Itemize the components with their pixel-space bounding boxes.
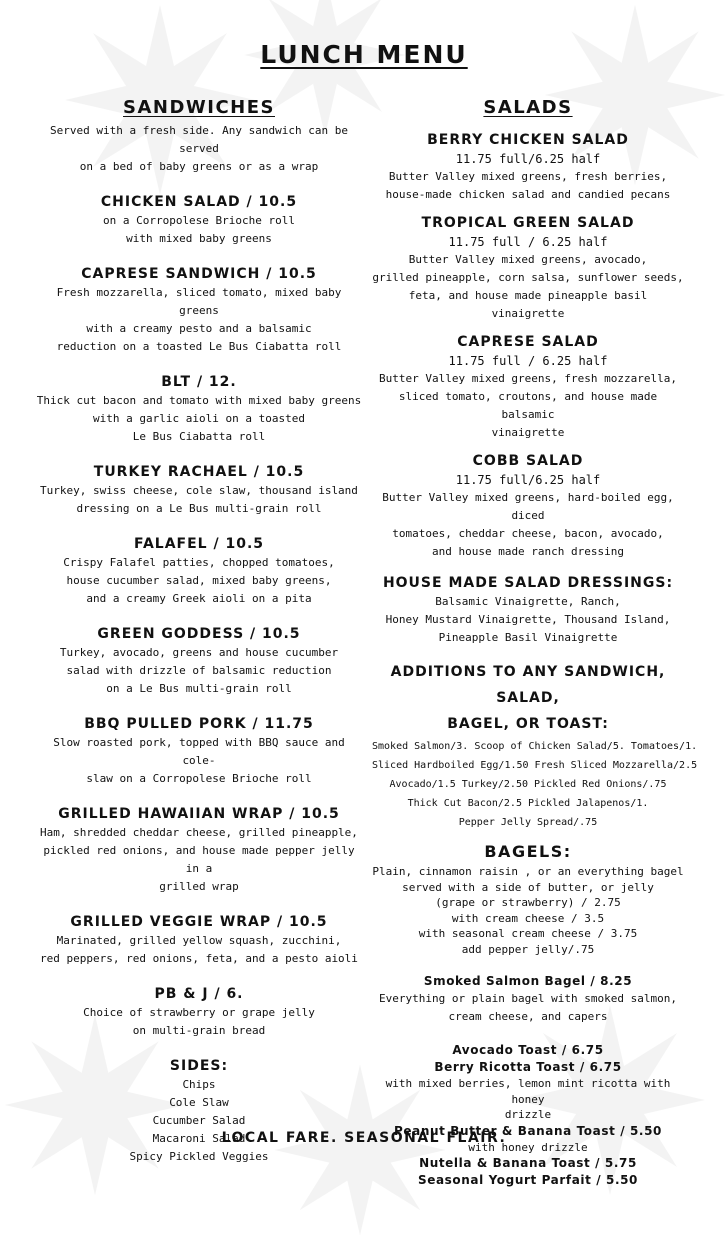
toast-name: Seasonal Yogurt Parfait / 5.50 — [418, 1173, 638, 1187]
addition-line: Smoked Salmon/3. Scoop of Chicken Salad/5. Tomatoes/1. — [372, 741, 698, 752]
salad-item — [372, 451, 684, 561]
dressings-list: Balsamic Vinaigrette, Ranch, Honey Mustard Vinaigrette, Thousand Island, Pineapple Basil Vinaigrette — [385, 595, 671, 644]
sandwich-name: BLT / 12. — [161, 374, 237, 390]
intro-line: on a bed of baby greens or as a wrap — [79, 160, 319, 173]
sandwich-desc: Fresh mozzarella, sliced tomato, mixed baby greens with a creamy pesto and a balsamic reduction on a toasted Le Bus Ciabatta roll — [56, 286, 342, 353]
side-item: Spicy Pickled Veggies — [129, 1150, 269, 1163]
toast-name: Peanut Butter & Banana Toast / 5.50 — [394, 1123, 662, 1138]
sandwich-name: CAPRESE SANDWICH / 10.5 — [81, 266, 317, 282]
addition-line: Pepper Jelly Spread/.75 — [458, 817, 598, 828]
sandwich-desc: Turkey, avocado, greens and house cucumber salad with drizzle of balsamic reduction on a Le Bus multi-grain roll — [59, 646, 339, 695]
salad-name: COBB SALAD — [472, 453, 584, 469]
dressings-heading: HOUSE MADE SALAD DRESSINGS: — [382, 575, 674, 591]
sandwich-item — [36, 372, 362, 446]
side-item: Chips — [182, 1078, 216, 1091]
sandwich-item — [36, 804, 362, 896]
dressings-section — [372, 573, 684, 647]
sandwich-item — [36, 462, 362, 518]
bagels-desc: Plain, cinnamon raisin , or an everything bagel served with a side of butter, or jelly (grape or strawberry) / 2.75 with cream cheese / 3.5 with seasonal cream cheese / 3.75 add pepper jelly/.75 — [372, 865, 684, 956]
salads-heading: SALADS — [483, 97, 573, 118]
salad-name: TROPICAL GREEN SALAD — [421, 215, 635, 231]
sandwich-item — [36, 624, 362, 698]
bagels-section — [372, 842, 684, 957]
salad-desc: Butter Valley mixed greens, avocado, grilled pineapple, corn salsa, sunflower seeds, feta, and house made pineapple basil vinaigrette — [372, 253, 684, 320]
salad-desc: Butter Valley mixed greens, hard-boiled egg, diced tomatoes, cheddar cheese, bacon, avocado, and house made ranch dressing — [382, 491, 674, 558]
toast-name: Berry Ricotta Toast / 6.75 — [434, 1060, 622, 1074]
sides-list — [36, 1076, 362, 1166]
salad-price: 11.75 full/6.25 half — [455, 473, 601, 487]
menu-footer-tagline: LOCAL FARE. SEASONAL FLAIR. — [221, 1130, 507, 1146]
toast-desc: with honey drizzle — [468, 1140, 588, 1154]
sandwiches-heading: SANDWICHES — [123, 97, 275, 118]
sandwich-name: PB & J / 6. — [154, 986, 244, 1002]
salad-desc: Butter Valley mixed greens, fresh mozzarella, sliced tomato, croutons, and house made balsamic vinaigrette — [378, 372, 677, 439]
sandwich-desc: on a Corropolese Brioche roll with mixed baby greens — [102, 214, 296, 245]
sandwich-item — [36, 192, 362, 248]
side-item: Macaroni Salad — [152, 1132, 246, 1145]
toast-desc: with mixed berries, lemon mint ricotta with honey drizzle — [385, 1077, 671, 1121]
sandwiches-intro — [36, 122, 362, 176]
salmon-bagel-name: Smoked Salmon Bagel / 8.25 — [423, 974, 633, 988]
addition-line: Thick Cut Bacon/2.5 Pickled Jalapenos/1. — [407, 798, 649, 809]
sandwich-item — [36, 912, 362, 968]
salad-price: 11.75 full / 6.25 half — [448, 354, 608, 368]
side-item: Cucumber Salad — [152, 1114, 246, 1127]
side-item: Cole Slaw — [169, 1096, 229, 1109]
sandwich-desc: Slow roasted pork, topped with BBQ sauce and cole- slaw on a Corropolese Brioche roll — [53, 736, 345, 785]
sandwich-desc: Marinated, grilled yellow squash, zucchini, red peppers, red onions, feta, and a pesto aioli — [40, 934, 358, 965]
sandwich-desc: Turkey, swiss cheese, cole slaw, thousand island dressing on a Le Bus multi-grain roll — [40, 484, 358, 515]
sandwich-name: CHICKEN SALAD / 10.5 — [100, 194, 298, 210]
sandwich-name: GRILLED VEGGIE WRAP / 10.5 — [70, 914, 328, 930]
sandwich-name: FALAFEL / 10.5 — [134, 536, 264, 552]
sandwich-desc: Thick cut bacon and tomato with mixed baby greens with a garlic aioli on a toasted Le Bus Ciabatta roll — [36, 394, 362, 443]
salad-desc: Butter Valley mixed greens, fresh berries, house-made chicken salad and candied pecans — [385, 170, 671, 201]
sandwich-desc: Choice of strawberry or grape jelly on multi-grain bread — [83, 1006, 315, 1037]
sandwich-name: TURKEY RACHAEL / 10.5 — [93, 464, 305, 480]
additions-heading: ADDITIONS TO ANY SANDWICH, SALAD, BAGEL, OR TOAST: — [390, 664, 666, 732]
salad-price: 11.75 full / 6.25 half — [448, 235, 608, 249]
sandwich-name: GRILLED HAWAIIAN WRAP / 10.5 — [58, 806, 340, 822]
salmon-bagel-item — [372, 973, 684, 1026]
bagels-heading: BAGELS: — [484, 842, 572, 861]
salad-name: CAPRESE SALAD — [457, 334, 599, 350]
toasts-section — [372, 1042, 684, 1189]
sides-heading: SIDES: — [169, 1058, 229, 1074]
salads-column — [372, 96, 698, 1189]
sandwich-item — [36, 714, 362, 788]
sandwich-item — [36, 984, 362, 1040]
toast-name: Avocado Toast / 6.75 — [452, 1043, 604, 1057]
salmon-bagel-desc: Everything or plain bagel with smoked salmon, cream cheese, and capers — [378, 992, 677, 1023]
additions-section — [372, 659, 698, 832]
sandwiches-column — [36, 96, 362, 1166]
sandwich-desc: Crispy Falafel patties, chopped tomatoes, house cucumber salad, mixed baby greens, and a creamy Greek aioli on a pita — [63, 556, 335, 605]
intro-line: Served with a fresh side. Any sandwich can be served — [49, 124, 348, 155]
salad-name: BERRY CHICKEN SALAD — [427, 132, 629, 148]
toast-name: Nutella & Banana Toast / 5.75 — [419, 1156, 637, 1170]
sandwich-item — [36, 264, 362, 356]
sandwich-name: GREEN GODDESS / 10.5 — [97, 626, 301, 642]
sandwich-desc: Ham, shredded cheddar cheese, grilled pineapple, pickled red onions, and house made pepper jelly in a grilled wrap — [40, 826, 358, 893]
salad-item — [372, 213, 684, 323]
additions-list — [372, 737, 698, 832]
addition-line: Sliced Hardboiled Egg/1.50 Fresh Sliced Mozzarella/2.5 — [372, 760, 698, 771]
salad-item — [372, 332, 684, 442]
salad-price: 11.75 full/6.25 half — [455, 152, 601, 166]
sandwich-item — [36, 534, 362, 608]
sandwich-name: BBQ PULLED PORK / 11.75 — [84, 716, 314, 732]
sides-section — [36, 1056, 362, 1166]
salad-item — [372, 130, 684, 204]
menu-title: LUNCH MENU — [260, 40, 468, 69]
addition-line: Avocado/1.5 Turkey/2.50 Pickled Red Onions/.75 — [389, 779, 667, 790]
